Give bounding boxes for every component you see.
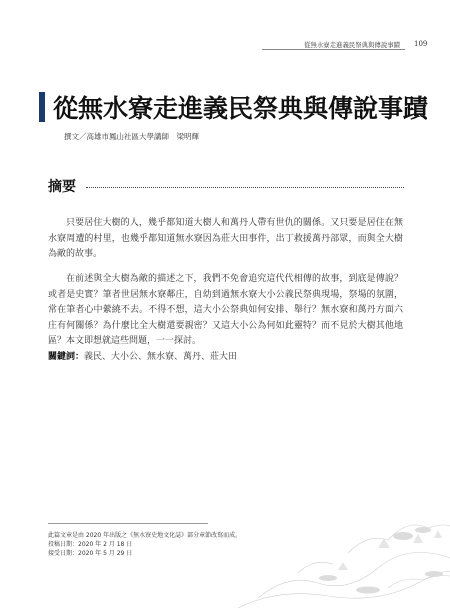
abstract-paragraph-2: 在前述與全大樹為敵的描述之下，我們不免會追究這代代相傳的故事，到底是傳說？或者是史實？筆者世居無水寮鄰庄，自幼到過無水寮大小公義民祭典現場，祭場的氛圍，常在筆者心中縈繞不去。不得不想，這大小公祭典如何安排、舉行？無水寮和萬丹方面六庄有何關係？為什麼比全大樹還要親密？又這大小公為何如此靈特？而不見於大樹其他地區？本文即想就這些問題，一一探討。 <box>48 274 403 346</box>
footnote <box>48 531 241 558</box>
abstract-dotted-rule <box>86 187 404 188</box>
footnote-accepted-date: 接受日期：2020 年 5 月 29 日 <box>48 550 133 557</box>
keywords-label: 關鍵詞： <box>48 352 85 362</box>
running-title: 從無水寮走進義民祭典與傳說事蹟 <box>304 41 400 49</box>
abstract-heading: 摘要 <box>48 179 76 195</box>
title-accent-bar <box>39 92 45 122</box>
footnote-source: 此篇文章是由 2020 年出版之《無水寮史地文化誌》部分章節改寫而成。 <box>48 532 242 539</box>
article-title: 從無水寮走進義民祭典與傳說事蹟 <box>53 94 429 123</box>
keywords-list: 義民、大小公、無水寮、萬丹、莊大田 <box>84 352 238 362</box>
abstract-paragraph-1: 只要居住大樹的人，幾乎都知道大樹人和萬丹人帶有世仇的關係。又只要是居住在無水寮周遭的村里，也幾乎都知道無水寮因為莊大田事件，出丁救援萬丹部眾，而與全大樹為敵的故事。 <box>48 218 403 259</box>
footnote-submitted-date: 投稿日期：2020 年 2 月 18 日 <box>48 541 133 548</box>
landscape-illustration <box>238 478 450 615</box>
page-number: 109 <box>414 40 428 48</box>
header-rule <box>262 49 405 50</box>
footnote-rule <box>48 523 208 524</box>
author-line: 撰文／高雄市鳳山社區大學講師 梁明輝 <box>64 132 199 141</box>
keywords <box>48 349 237 362</box>
